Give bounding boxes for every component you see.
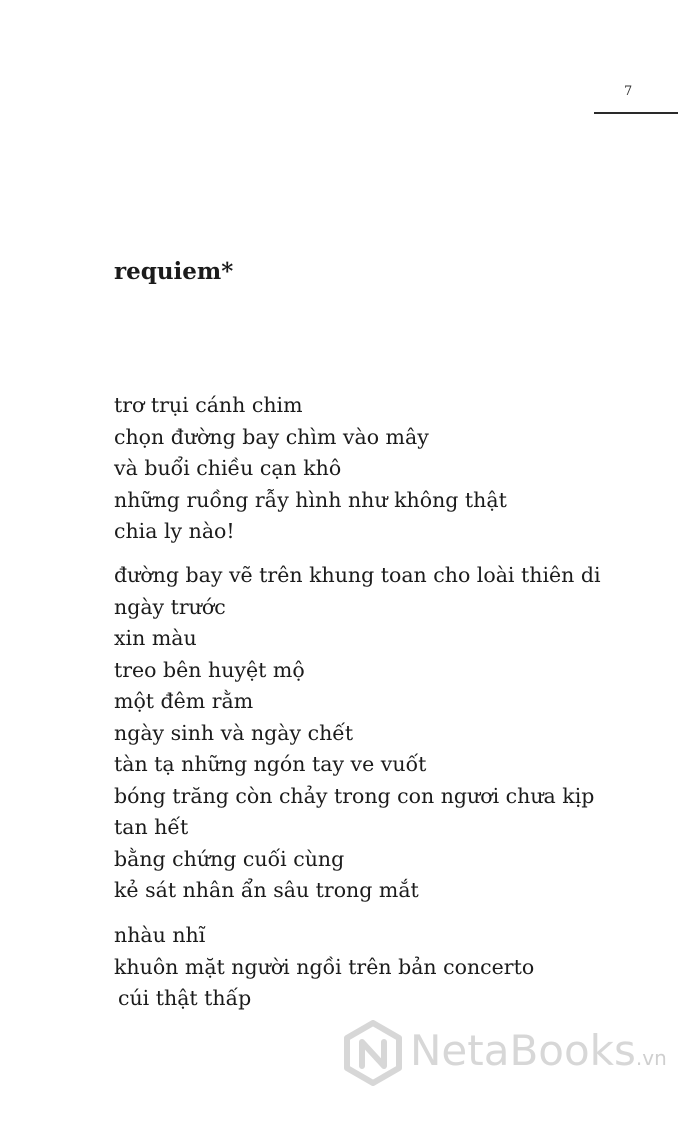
poem-line: bóng trăng còn chảy trong con ngươi chưa kịp	[114, 783, 595, 808]
poem-line: và buổi chiều cạn khô	[114, 456, 342, 480]
poem-line: một đêm rằm	[114, 689, 254, 713]
poem-line: ngày trước	[114, 594, 226, 619]
poem-line: tàn tạ những ngón tay ve vuốt	[114, 752, 427, 776]
poem-title: requiem*	[114, 258, 234, 285]
poem-line: ngày sinh và ngày chết	[114, 720, 354, 745]
watermark-text	[410, 1026, 667, 1075]
poem-line: cúi thật thấp	[118, 986, 252, 1010]
stanza-3	[114, 920, 534, 1015]
poem-line: treo bên huyệt mộ	[114, 657, 305, 682]
page-number: 7	[624, 84, 633, 99]
header-rule	[594, 112, 678, 114]
watermark-suffix: .vn	[635, 1046, 667, 1070]
poem-line: tan hết	[114, 815, 189, 839]
poem-line: trơ trụi cánh chim	[114, 393, 303, 417]
poem-line: bằng chứng cuối cùng	[114, 846, 345, 871]
poem-line: nhàu nhĩ	[114, 923, 206, 947]
stanza-1	[114, 390, 507, 548]
poem-line: chia ly nào!	[114, 519, 235, 543]
watermark-brand: NetaBooks	[410, 1026, 636, 1075]
poem-line: khuôn mặt người ngồi trên bản concerto	[114, 954, 535, 979]
netabooks-watermark	[340, 1020, 690, 1090]
poem-line: chọn đường bay chìm vào mây	[114, 424, 429, 449]
hexagon-n-logo-icon	[340, 1020, 406, 1086]
poem-line: đường bay vẽ trên khung toan cho loài thiên di	[114, 563, 601, 587]
poem-line: những ruồng rẫy hình như không thật	[114, 487, 507, 512]
poem-line: kẻ sát nhân ẩn sâu trong mắt	[114, 878, 419, 902]
stanza-2	[114, 560, 601, 907]
poem-line: xin màu	[114, 626, 197, 650]
